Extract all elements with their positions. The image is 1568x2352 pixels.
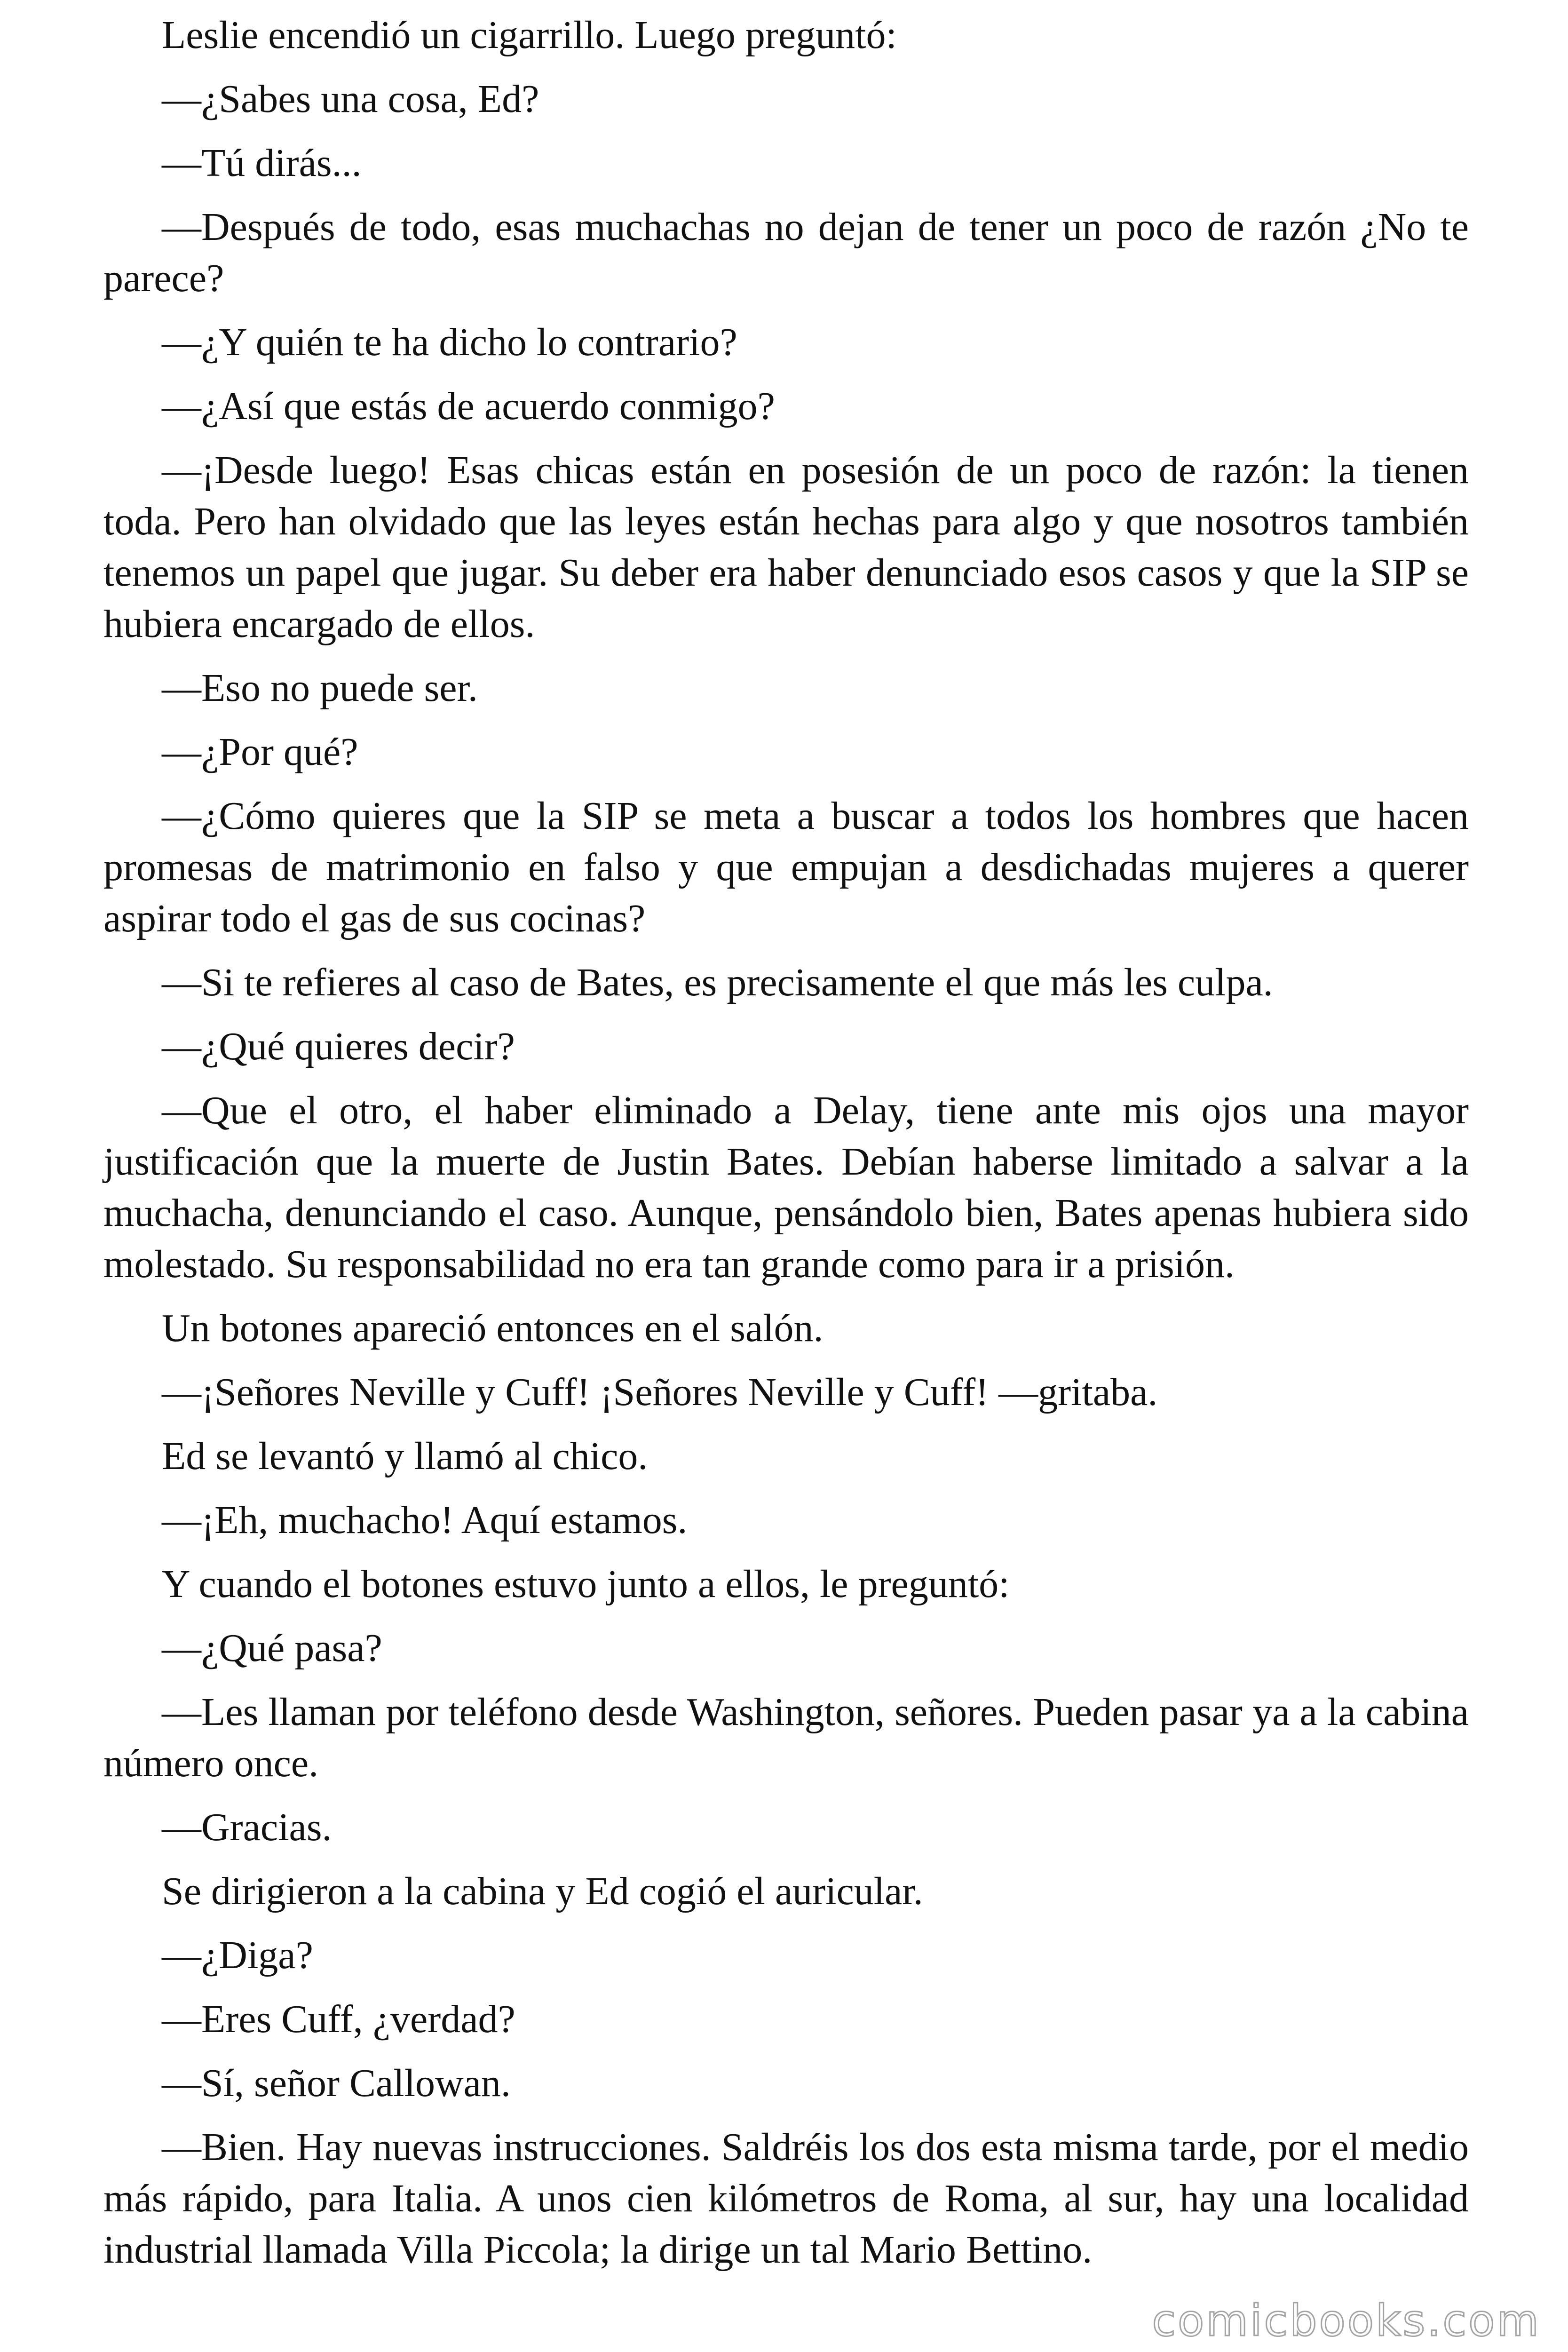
paragraph: —¡Desde luego! Esas chicas están en posesión de un poco de razón: la tienen toda. Pero han olvidado que las leyes están hechas para algo y que nosotros también tenemos un papel que jugar. Su deber era haber denunciado esos casos y que la SIP se hubiera encargado de ellos. <box>103 448 1469 646</box>
paragraph: —¿Qué quieres decir? <box>162 1025 515 1068</box>
paragraph: —¿Por qué? <box>162 730 358 774</box>
paragraph: —Después de todo, esas muchachas no dejan de tener un poco de razón ¿No te parece? <box>103 205 1469 300</box>
paragraph: —Sí, señor Callowan. <box>162 2061 511 2105</box>
paragraph: —Les llaman por teléfono desde Washington, señores. Pueden pasar ya a la cabina número once. <box>103 1690 1469 1785</box>
paragraph: —Eres Cuff, ¿verdad? <box>162 1997 515 2041</box>
paragraph: —Que el otro, el haber eliminado a Delay, tiene ante mis ojos una mayor justificación que la muerte de Justin Bates. Debían haberse limitado a salvar a la muchacha, denunciando el caso. Aunque, pensándolo bien, Bates apenas hubiera sido molestado. Su responsabilidad no era tan grande como para ir a prisión. <box>103 1089 1469 1286</box>
paragraph: —¿Qué pasa? <box>162 1626 382 1670</box>
paragraph: —Tú dirás... <box>162 141 362 185</box>
paragraph: —Bien. Hay nuevas instrucciones. Saldréis los dos esta misma tarde, por el medio más rápido, para Italia. A unos cien kilómetros de Roma, al sur, hay una localidad industrial llamada Villa Piccola; la dirige un tal Mario Bettino. <box>103 2125 1469 2272</box>
paragraph: —¿Diga? <box>162 1933 313 1977</box>
paragraph: —¡Señores Neville y Cuff! ¡Señores Neville y Cuff! —gritaba. <box>162 1370 1158 1414</box>
paragraph: —¡Eh, muchacho! Aquí estamos. <box>162 1498 688 1542</box>
paragraph: —¿Sabes una cosa, Ed? <box>162 77 539 121</box>
paragraph: —¿Y quién te ha dicho lo contrario? <box>162 320 737 364</box>
paragraph: Se dirigieron a la cabina y Ed cogió el auricular. <box>162 1869 923 1913</box>
paragraph: —Gracias. <box>162 1805 332 1849</box>
paragraph: Y cuando el botones estuvo junto a ellos, le preguntó: <box>162 1562 1010 1606</box>
paragraph: —Eso no puede ser. <box>162 666 478 710</box>
paragraph: —¿Así que estás de acuerdo conmigo? <box>162 384 775 428</box>
paragraph: Un botones apareció entonces en el salón. <box>162 1306 824 1350</box>
paragraph: —Si te refieres al caso de Bates, es precisamente el que más les culpa. <box>162 961 1273 1004</box>
paragraph: Leslie encendió un cigarrillo. Luego preguntó: <box>162 13 897 57</box>
paragraph: Ed se levantó y llamó al chico. <box>162 1434 648 1478</box>
watermark: comicbooks.com <box>1152 2296 1541 2346</box>
paragraph: —¿Cómo quieres que la SIP se meta a buscar a todos los hombres que hacen promesas de matrimonio en falso y que empujan a desdichadas mujeres a querer aspirar todo el gas de sus cocinas? <box>103 794 1469 940</box>
book-page <box>103 9 1469 2288</box>
